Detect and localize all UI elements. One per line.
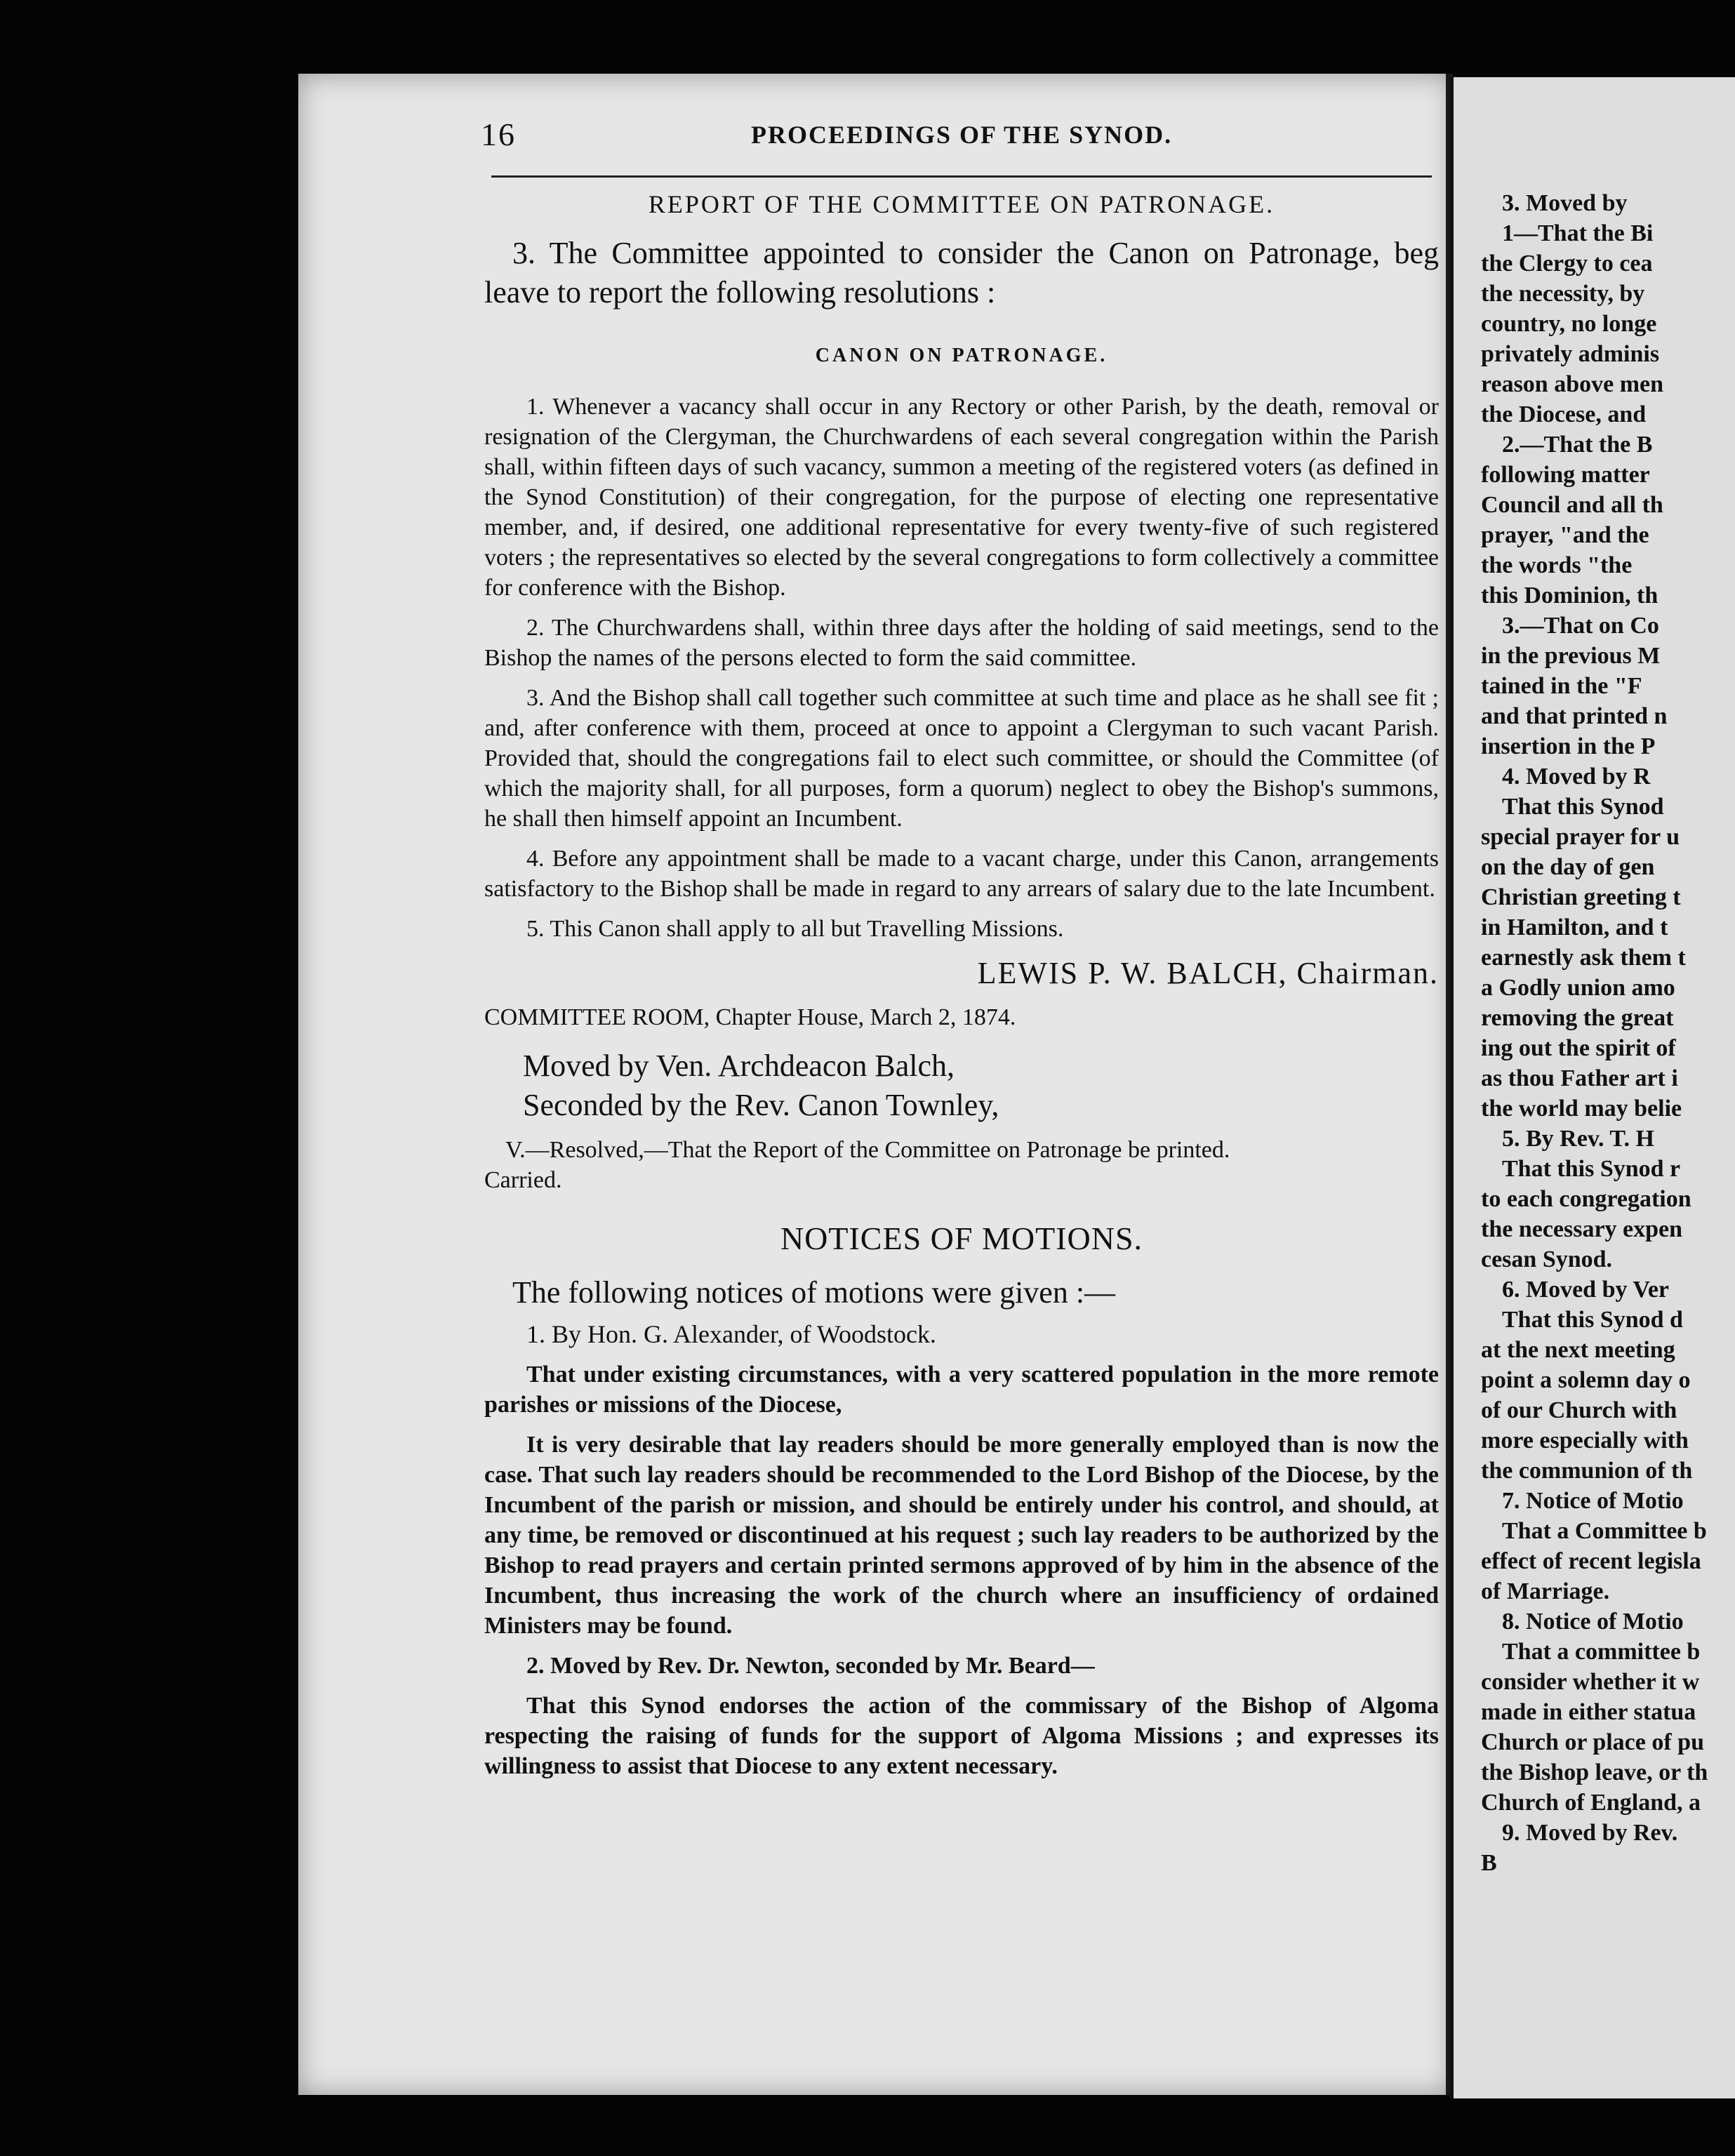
right-page-line: consider whether it w bbox=[1481, 1669, 1700, 1695]
right-page-line: the Clergy to cea bbox=[1481, 251, 1653, 277]
running-title: PROCEEDINGS OF THE SYNOD. bbox=[751, 121, 1173, 149]
right-page-line: 9. Moved by Rev. bbox=[1502, 1820, 1678, 1846]
moved-line: Moved by Ven. Archdeacon Balch, bbox=[523, 1049, 955, 1083]
canon-clause-5: 5. This Canon shall apply to all but Travelling Missions. bbox=[526, 916, 1064, 942]
right-page-line: That a committee b bbox=[1502, 1639, 1701, 1665]
right-page-line: following matter bbox=[1481, 462, 1650, 488]
right-page-line: privately adminis bbox=[1481, 341, 1660, 367]
right-page-line: in Hamilton, and t bbox=[1481, 914, 1668, 940]
committee-room-line: COMMITTEE ROOM, Chapter House, March 2, 1874. bbox=[484, 1004, 1016, 1030]
canon-clause-3: 3. And the Bishop shall call together such committee at such time and place as he shall see fit ; and, after conference with them, proceed at once to appoint a Clergyman to such vacant Parish. Provided that, should the congregations fail to elect such committee, or should the Committee (of which the majority shall, for all purposes, form a quorum) neglect to obey the Bishop's summons, he shall then himself appoint an Incumbent. bbox=[484, 685, 1439, 832]
right-page-line: That this Synod bbox=[1502, 794, 1664, 820]
notice-1-body: It is very desirable that lay readers should be more generally employed than is now the case. That such lay readers should be recommended to the Lord Bishop of the Diocese, by the Incumbent of the parish or mission, and should be entirely under his control, and should, at any time, be removed or discontinued at his request ; such lay readers to be authorized by the Bishop to read prayers and certain printed sermons approved of by him in the absence of the Incumbent, thus increasing the work of the church where an insufficiency of ordained Ministers may be found. bbox=[484, 1432, 1439, 1639]
right-page-line: on the day of gen bbox=[1481, 854, 1655, 880]
right-page-line: 3.—That on Co bbox=[1502, 613, 1659, 639]
right-page-line: removing the great bbox=[1481, 1005, 1674, 1031]
right-page-line: point a solemn day o bbox=[1481, 1367, 1691, 1393]
right-page-line: the necessary expen bbox=[1481, 1216, 1683, 1242]
right-page-line: the Diocese, and bbox=[1481, 401, 1647, 427]
right-page-line: at the next meeting bbox=[1481, 1337, 1675, 1363]
right-page-line: country, no longe bbox=[1481, 311, 1657, 337]
right-page-line: made in either statua bbox=[1481, 1699, 1696, 1725]
report-intro: 3. The Committee appointed to consider the Canon on Patronage, beg leave to report the following resolutions : bbox=[484, 236, 1439, 310]
right-page-line: That a Committee b bbox=[1502, 1518, 1707, 1544]
canon-clause-1: 1. Whenever a vacancy shall occur in any Rectory or other Parish, by the death, removal or resignation of the Clergyman, the Churchwardens of each several congregation within the Parish shall, within fifteen days of such vacancy, summon a meeting of the registered voters (as defined in the Synod Constitution) of their congregation, for the purpose of electing one representative member, and, if desired, one additional representative for every twenty-five of such registered voters ; the representatives so elected by the several congregations to form collectively a committee for conference with the Bishop. bbox=[484, 394, 1439, 601]
left-page-content bbox=[484, 151, 1439, 1791]
right-page-line: the necessity, by bbox=[1481, 281, 1645, 307]
right-page-line: ing out the spirit of bbox=[1481, 1035, 1676, 1061]
right-page-line: a Godly union amo bbox=[1481, 975, 1675, 1001]
right-page-line: 2.—That the B bbox=[1502, 432, 1653, 458]
right-page-line: 8. Notice of Motio bbox=[1502, 1609, 1684, 1635]
right-page-line: Council and all th bbox=[1481, 492, 1663, 518]
canon-clause-2: 2. The Churchwardens shall, within three days after the holding of said meetings, send to the Bishop the names of the persons elected to form the said committee. bbox=[484, 615, 1439, 671]
right-page-line: 7. Notice of Motio bbox=[1502, 1488, 1684, 1514]
right-page-line: special prayer for u bbox=[1481, 824, 1680, 850]
right-page-content bbox=[1481, 188, 1735, 1878]
right-page-line: 6. Moved by Ver bbox=[1502, 1277, 1669, 1303]
carried-line: Carried. bbox=[484, 1167, 562, 1193]
right-page-line: Church of England, a bbox=[1481, 1790, 1701, 1816]
right-page-line: in the previous M bbox=[1481, 643, 1661, 669]
chairman-signature: LEWIS P. W. BALCH, Chairman. bbox=[977, 956, 1439, 990]
page-number: 16 bbox=[481, 117, 516, 152]
notice-2-body: That this Synod endorses the action of the commissary of the Bishop of Algoma respecting the raising of funds for the support of Algoma Missions ; and expresses its willingness to assist that Diocese to any extent necessary. bbox=[484, 1693, 1439, 1779]
seconded-line: Seconded by the Rev. Canon Townley, bbox=[523, 1088, 999, 1122]
right-page-line: insertion in the P bbox=[1481, 733, 1656, 759]
right-page-line: the communion of th bbox=[1481, 1458, 1693, 1484]
right-page-line: tained in the "F bbox=[1481, 673, 1642, 699]
report-heading: REPORT OF THE COMMITTEE ON PATRONAGE. bbox=[648, 190, 1275, 218]
right-page-line: reason above men bbox=[1481, 371, 1664, 397]
right-page-line: 5. By Rev. T. H bbox=[1502, 1126, 1654, 1152]
canon-heading: CANON ON PATRONAGE. bbox=[815, 345, 1108, 366]
right-page-line: 3. Moved by bbox=[1502, 190, 1628, 216]
canon-clause-4: 4. Before any appointment shall be made to a vacant charge, under this Canon, arrangements satisfactory to the Bishop shall be made in regard to any arrears of salary due to the late Incumbent. bbox=[484, 846, 1439, 902]
right-page-line: earnestly ask them t bbox=[1481, 945, 1686, 971]
right-page-line: That this Synod r bbox=[1502, 1156, 1681, 1182]
right-page-line: as thou Father art i bbox=[1481, 1065, 1678, 1091]
right-page-line: the Bishop leave, or th bbox=[1481, 1759, 1708, 1785]
right-page-line: more especially with bbox=[1481, 1428, 1689, 1453]
right-page-line: and that printed n bbox=[1481, 703, 1668, 729]
right-page-line: this Dominion, th bbox=[1481, 583, 1658, 608]
notice-1-preamble: That under existing circumstances, with a very scattered population in the more remote parishes or missions of the Diocese, bbox=[484, 1362, 1439, 1418]
right-page-line: effect of recent legisla bbox=[1481, 1548, 1701, 1574]
notices-intro: The following notices of motions were given :— bbox=[512, 1275, 1116, 1310]
notice-2-by: 2. Moved by Rev. Dr. Newton, seconded by Mr. Beard— bbox=[526, 1653, 1095, 1679]
right-page-line: That this Synod d bbox=[1502, 1307, 1683, 1333]
notices-heading: NOTICES OF MOTIONS. bbox=[780, 1220, 1143, 1256]
right-page-line: prayer, "and the bbox=[1481, 522, 1649, 548]
right-page-line: the words "the bbox=[1481, 552, 1633, 578]
right-page-line: of our Church with bbox=[1481, 1397, 1677, 1423]
right-page-line: 1—That the Bi bbox=[1502, 220, 1654, 246]
right-page-line: to each congregation bbox=[1481, 1186, 1691, 1212]
right-page-line: of Marriage. bbox=[1481, 1578, 1610, 1604]
right-page-line: Church or place of pu bbox=[1481, 1729, 1705, 1755]
right-page-line: the world may belie bbox=[1481, 1096, 1682, 1122]
resolution-line: V.—Resolved,—That the Report of the Committee on Patronage be printed. bbox=[505, 1137, 1230, 1163]
notice-1-by: 1. By Hon. G. Alexander, of Woodstock. bbox=[526, 1320, 936, 1348]
right-page-line: Christian greeting t bbox=[1481, 884, 1681, 910]
right-page-line: cesan Synod. bbox=[1481, 1246, 1613, 1272]
right-page-line: 4. Moved by R bbox=[1502, 764, 1651, 790]
right-page-line: B bbox=[1481, 1850, 1497, 1876]
